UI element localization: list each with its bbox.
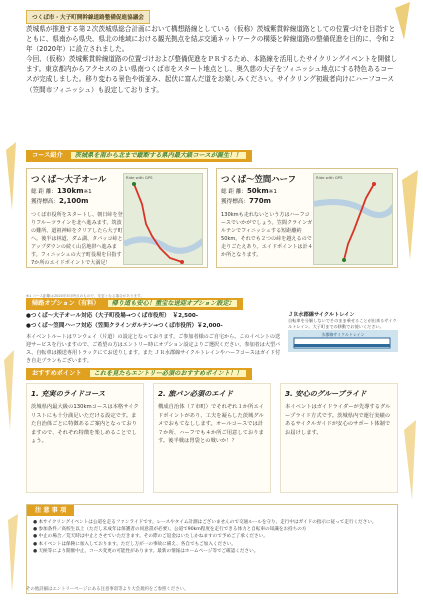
notice-item: ● 本サイクリングイベントは公道を走るファンライドです。レースやタイム計測はございませんので交通ルールを守り、走行中はガイドの指示に従って走行ください。 — [33, 520, 377, 525]
notice-title: 注 意 事 項 — [27, 505, 74, 516]
course-footnote: ※1 コース距離は2020年5月時点のもので、変更となる場合があります。 — [26, 294, 144, 298]
intro-paragraph-2: 今回、（仮称）茨城紫貫幹線道路の位置づけおよび整備促進をＰＲするため、本路線を活用したサイクリングイベントを開催します。東京都内からアクセスのよい県南つくば市をスタート地点とし、奥久慈の大子をフィニッシュ地点にする特色あるコースが完成しました。移り変わる景色や街並み、起伏に富んだ道をお楽しみください。サイクリング初級者向けにハーフコース（笠間市フィニッシュ）も設定しております。 — [26, 55, 398, 94]
option-description: 本イベントルートはワンウェイ（片道）の設定となっております。ご参加者様のご自宅から、このイベントの送迎サービスを行いますので、ご希望の方はエントリー時にオプション設定よりご選択ください。参加者は大型バス、自転車は搬送専用トラックにてお送りします。また ＪＲ水郡線サイクルトレインやハーフコースはガイド付き自走プランもございます。 — [26, 334, 281, 364]
option-section-subtitle: 帰り道も安心！重宝な送迎オプション設定♪ — [108, 300, 237, 307]
option-body — [26, 311, 398, 363]
course-description: 130kmも走れないという方はハーフコースでいかがでしょう。笠間クラインガルテンでフィニッシュする短距離約50km。それでも２つの峠を越えるので走りごたえあり。エイドポイントは計４か所となります。 — [221, 212, 313, 258]
train-text: 自転車を分解しないでそのまま乗せることが出来るサイクルトレイン。大子町までの移動でお使いください。 — [288, 318, 397, 329]
course-card-half — [216, 168, 398, 268]
map-caption: Ride with GPS — [316, 175, 343, 180]
route-map — [123, 173, 203, 265]
course-section-subtitle: 茨城県を南から北まで縦断する県内最大級コースが誕生！！ — [71, 152, 246, 159]
notice-box — [26, 504, 398, 594]
cycle-train-info — [288, 311, 398, 363]
option-half: ●つくば〜笠間ハーフ対応（笠間クラインガルテン→つくば市役所）￥2,000- — [26, 323, 223, 329]
train-photo — [288, 330, 398, 352]
point-title: 1. 充実のライドコース — [31, 389, 106, 398]
option-section-header — [26, 298, 243, 310]
course-elevation: 獲得標高：2,100m — [31, 197, 89, 205]
point-text: 構成自治体（７市町）でそれぞれ１か所エイドポイントがあり、工夫を凝らした茨城グルメでおもてなしします。オールコースでは計７か所、ハーフでも４か所ご用意しております。後半戦は胃袋との戦いか！？ — [158, 404, 264, 445]
point-text: 茨城県内最大級の130kmコースは本格サイクリストにも十分満足いただける設定です。また自治体ごとに特徴あるご案内となっておりますので、それぞれ特徴を楽しめることでしょう。 — [31, 404, 139, 445]
option-full: ●つくば〜大子オール対応（大子町役場→つくば市役所） ￥2,500- — [26, 313, 199, 319]
notice-item: ● 中止の場合／荒天時は中止とさせていただきます。その際のご返金はいたしかねますので予めご了承ください。 — [33, 534, 268, 540]
course-name: つくば〜笠間ハーフ — [221, 174, 296, 184]
notice-item: ● 天候等により開催中止、コース変更の可能性があります。最新の情報はホームページ等でご確認ください。 — [33, 548, 259, 554]
point-title: 2. 旅パン必須のエイド — [158, 389, 233, 398]
course-section-header — [26, 150, 252, 162]
train-sign: 水郡線サイクルトレイン — [321, 332, 365, 337]
notice-item: ● 参加条件／高校生以上（ただし未成年は保護者の同意書が必要）。公道で90km程度を走行できる体力と自転車の知識をお持ちの方 — [33, 527, 307, 533]
map-caption: Ride with GPS — [126, 175, 153, 180]
course-section-title: コース紹介 — [32, 152, 63, 159]
point-card — [26, 383, 144, 493]
notice-footer: その他詳細はエントリーページにある注意事項等より大会規約をご参照ください。 — [26, 587, 189, 592]
course-name: つくば〜大子オール — [31, 174, 107, 184]
points-section-header — [26, 368, 252, 380]
course-description: つくば市役所をスタートし、朝日峠を登りフルーツラインを北へ進みます。筑波の難所、道祖神峠をクリアしたら大子町へ。後半は林道、ダム湖、タバッコ峠とアップダウンの続く山岳地帯へ進みます。フィニッシュの大子町役場を目指す7か所のエイドポイントで大満足！ — [31, 212, 123, 266]
option-section-title: 帰路オプション（有料） — [32, 300, 100, 307]
intro-paragraph-1: 茨城県が推進する第２次茨城県総合計画において構想路線としている（仮称）茨城紫貫幹線道路としての位置づけを目指すとともに、県南から県央、県北の地域における観光拠点を結ぶ交通ネットワークの構築と幹線道路の整備促進を目的に、令和２年（2020年）に設立されました。 — [26, 25, 396, 54]
route-map — [313, 173, 393, 265]
notice-item: ● 本イベントは保険に加入しております。ただし万が一の事故に備え、各自でもご加入ください。 — [33, 541, 236, 547]
course-distance: 総 距 離：50km※1 — [221, 187, 277, 195]
point-text: 本イベントはガイドライダーが先導するグループライド方式です。茨城県内で運行実績のあるサイクルガイドが安心のサポート体制でお届けします。 — [285, 404, 391, 436]
train-title: ＪＲ水郡線サイクルトレイン — [288, 312, 355, 318]
points-row — [26, 383, 398, 493]
point-title: 3. 安心のグループライド — [285, 389, 367, 398]
points-section-subtitle: これを見たらエントリー必須のおすすめポイント！！ — [90, 370, 247, 377]
course-elevation: 獲得標高：770m — [221, 197, 271, 205]
notice-list — [33, 519, 393, 555]
point-card — [280, 383, 398, 493]
intro-text — [26, 24, 398, 95]
course-distance: 総 距 離：130km※1 — [31, 187, 92, 195]
points-section-title: おすすめポイント — [32, 370, 82, 377]
course-card-full — [26, 168, 208, 268]
header-tag: つくば市・大子町開幹線道路整備促進協議会 — [26, 10, 150, 24]
point-card — [153, 383, 271, 493]
